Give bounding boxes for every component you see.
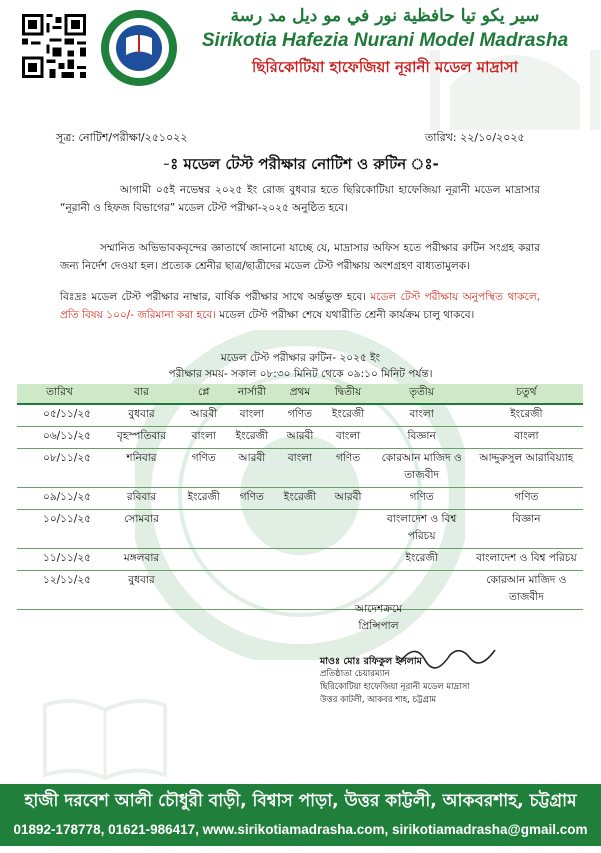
table-header: প্রথম bbox=[277, 384, 322, 404]
table-cell: বিজ্ঞান bbox=[374, 427, 470, 449]
book-watermark-icon bbox=[40, 690, 170, 780]
table-cell: আরবী bbox=[277, 427, 322, 449]
table-row bbox=[17, 449, 583, 488]
table-cell: ১০/১১/২৫ bbox=[17, 510, 102, 549]
table-cell: শনিবার bbox=[102, 449, 181, 488]
notice-paragraph-2: সম্মানিত অভিভাবকবৃন্দের জ্ঞাতার্থে জানানো যাচ্ছে যে, মাদ্রাসার অফিস হতে পরীক্ষার রুটিন সংগ্রহ করার জন্য নির্দেশ দেওয়া হল। প্রত্যেক শ্রেনীর ছাত্র/ছাত্রীদের মডেল টেস্ট পরীক্ষায় অংশগ্রহণ বাধ্যতামুলক। bbox=[60, 242, 540, 272]
english-name: Sirikotia Hafezia Nurani Model Madrasha bbox=[201, 30, 569, 51]
table-cell bbox=[181, 571, 226, 610]
signatory-block bbox=[320, 655, 510, 707]
table-cell: কোরআন মাজিদ ও তাজবীদ bbox=[470, 571, 583, 610]
order-text: আদেশক্রমে bbox=[355, 603, 403, 615]
table-cell bbox=[181, 549, 226, 571]
footer-contact: 01892-178778, 01621-986417, www.sirikotiamadrasha.com, sirikotiamadrasha@gmail.com bbox=[0, 818, 601, 846]
table-row bbox=[17, 488, 583, 510]
madrasha-logo-icon bbox=[99, 8, 179, 88]
table-cell: আরবী bbox=[323, 488, 374, 510]
table-cell: গণিত bbox=[181, 449, 226, 488]
signatory-institution: ছিরিকোটিয়া হাফেজিয়া নূরানী মডেল মাদ্রাসা bbox=[320, 682, 470, 692]
table-cell: গণিত bbox=[226, 488, 277, 510]
table-cell: ইংরেজী bbox=[277, 488, 322, 510]
table-cell: ০৮/১১/২৫ bbox=[17, 449, 102, 488]
signatory-role: প্রতিষ্ঠাতা চেয়ারম্যান bbox=[320, 669, 390, 679]
table-cell bbox=[323, 549, 374, 571]
table-cell bbox=[181, 510, 226, 549]
table-row bbox=[17, 404, 583, 427]
notice-paragraph-1: আগামী ০৫ই নভেম্বর ২০২৫ ইং রোজ বুধবার হতে ছিরিকোটিয়া হাফেজিয়া নূরানী মডেল মাদ্রাসার “নূরানী ও হিফজ বিভাগের” মডেল টেস্ট পরীক্ষা-২০২৫ অনুষ্ঠিত হবে। bbox=[60, 184, 540, 214]
table-cell bbox=[323, 510, 374, 549]
fine-warning: মডেল টেস্ট পরীক্ষায় অনুপস্থিত থাকলে, প্রতি বিষয় ১০০/- জরিমানা করা হবে। bbox=[60, 291, 541, 321]
table-cell: বাংলা bbox=[226, 404, 277, 427]
table-cell bbox=[226, 549, 277, 571]
table-cell: ইংরেজী bbox=[226, 427, 277, 449]
table-header-row bbox=[17, 384, 583, 404]
table-cell: ০৬/১১/২৫ bbox=[17, 427, 102, 449]
schedule-title: মডেল টেস্ট পরীক্ষার রুটিন- ২০২৫ ইং bbox=[220, 352, 381, 364]
table-cell: আরবী bbox=[181, 404, 226, 427]
table-cell: ০৫/১১/২৫ bbox=[17, 404, 102, 427]
table-cell: বাংলা bbox=[374, 404, 470, 427]
table-row bbox=[17, 549, 583, 571]
arabic-name: سير يكو تيا حافظية نور في مو ديل مد رسة bbox=[230, 6, 540, 26]
table-header: প্লে bbox=[181, 384, 226, 404]
notice-title: -ঃ মডেল টেস্ট পরীক্ষার নোটিশ ও রুটিন ঃ- bbox=[162, 155, 439, 173]
table-cell: গণিত bbox=[277, 404, 322, 427]
table-cell: সোমবার bbox=[102, 510, 181, 549]
signatory-name: মাওঃ মোঃ রফিকুল ইসলাম bbox=[320, 656, 422, 667]
reference-number: সূত্র: নোটিশ/পরীক্ষা/২৫১০২২ bbox=[56, 131, 188, 144]
qr-code-icon bbox=[22, 14, 86, 78]
table-cell: কোরআন মাজিদ ও তাজবীদ bbox=[374, 449, 470, 488]
table-cell bbox=[277, 510, 322, 549]
table-header: দ্বিতীয় bbox=[323, 384, 374, 404]
table-header: চতুর্থ bbox=[470, 384, 583, 404]
table-cell: বিজ্ঞান bbox=[470, 510, 583, 549]
signatory-address: উত্তর কাটলী, আকবর শাহ, চট্টগ্রাম bbox=[320, 695, 437, 705]
table-cell: বাংলা bbox=[277, 449, 322, 488]
table-cell: রবিবার bbox=[102, 488, 181, 510]
note-text: বিঃদ্রঃ মডেল টেস্ট পরীক্ষার নাম্বার, বার্ষিক পরীক্ষার সাথে অর্ন্তভুক্ত হবে। bbox=[60, 291, 367, 303]
table-cell: গণিত bbox=[374, 488, 470, 510]
table-cell: ০৯/১১/২৫ bbox=[17, 488, 102, 510]
table-cell bbox=[226, 510, 277, 549]
table-cell bbox=[277, 549, 322, 571]
table-cell: বৃহস্পতিবার bbox=[102, 427, 181, 449]
table-cell: বাংলা bbox=[323, 427, 374, 449]
table-header: তৃতীয় bbox=[374, 384, 470, 404]
table-row bbox=[17, 571, 583, 610]
table-cell: ইংরেজী bbox=[374, 549, 470, 571]
table-cell bbox=[277, 571, 322, 610]
table-cell: মঙ্গলবার bbox=[102, 549, 181, 571]
table-cell: বাংলা bbox=[470, 427, 583, 449]
table-cell: বাংলাদেশ ও বিশ্ব পরিচয় bbox=[470, 549, 583, 571]
schedule-time: পরীক্ষার সময়- সকাল ০৮:৩০ মিনিট থেকে ০৯:১০ মিনিট পর্যন্ত। bbox=[168, 368, 433, 380]
table-cell: গণিত bbox=[323, 449, 374, 488]
table-cell: আরবী bbox=[226, 449, 277, 488]
table-cell: বুধবার bbox=[102, 404, 181, 427]
notice-date: তারিখ: ২২/১০/২০২৫ bbox=[425, 131, 525, 144]
table-cell: ইংরেজী bbox=[470, 404, 583, 427]
notice-paragraph-3 bbox=[60, 288, 540, 324]
table-row bbox=[17, 510, 583, 549]
table-cell: ইংরেজী bbox=[323, 404, 374, 427]
table-cell bbox=[226, 571, 277, 610]
table-header: তারিখ bbox=[17, 384, 102, 404]
table-row bbox=[17, 427, 583, 449]
signature-heading bbox=[355, 602, 402, 636]
table-cell: ইংরেজী bbox=[181, 488, 226, 510]
table-cell: বাংলা bbox=[181, 427, 226, 449]
table-cell: ১২/১১/২৫ bbox=[17, 571, 102, 610]
table-header: নার্সারী bbox=[226, 384, 277, 404]
table-cell: গণিত bbox=[470, 488, 583, 510]
table-header: বার bbox=[102, 384, 181, 404]
note-text-2: মডেল টেস্ট পরীক্ষা শেষে যথারীতি শ্রেনী কার্যক্রম চালু থাকবে। bbox=[219, 309, 475, 321]
footer-address: হাজী দরবেশ আলী চৌধুরী বাড়ী, বিশ্বাস পাড়া, উত্তর কাট্টলী, আকবরশাহ, চট্টগ্রাম bbox=[0, 784, 601, 818]
table-cell: বুধবার bbox=[102, 571, 181, 610]
table-cell: ১১/১১/২৫ bbox=[17, 549, 102, 571]
table-cell: বাংলাদেশ ও বিশ্ব পরিচয় bbox=[374, 510, 470, 549]
schedule-table bbox=[17, 384, 583, 610]
bangla-name: ছিরিকোটিয়া হাফেজিয়া নূরানী মডেল মাদ্রাসা bbox=[251, 58, 519, 76]
table-cell: আদ্দুরুসুল আরাবিয়্যাহ bbox=[470, 449, 583, 488]
principal-title: প্রিন্সিপাল bbox=[358, 620, 399, 632]
